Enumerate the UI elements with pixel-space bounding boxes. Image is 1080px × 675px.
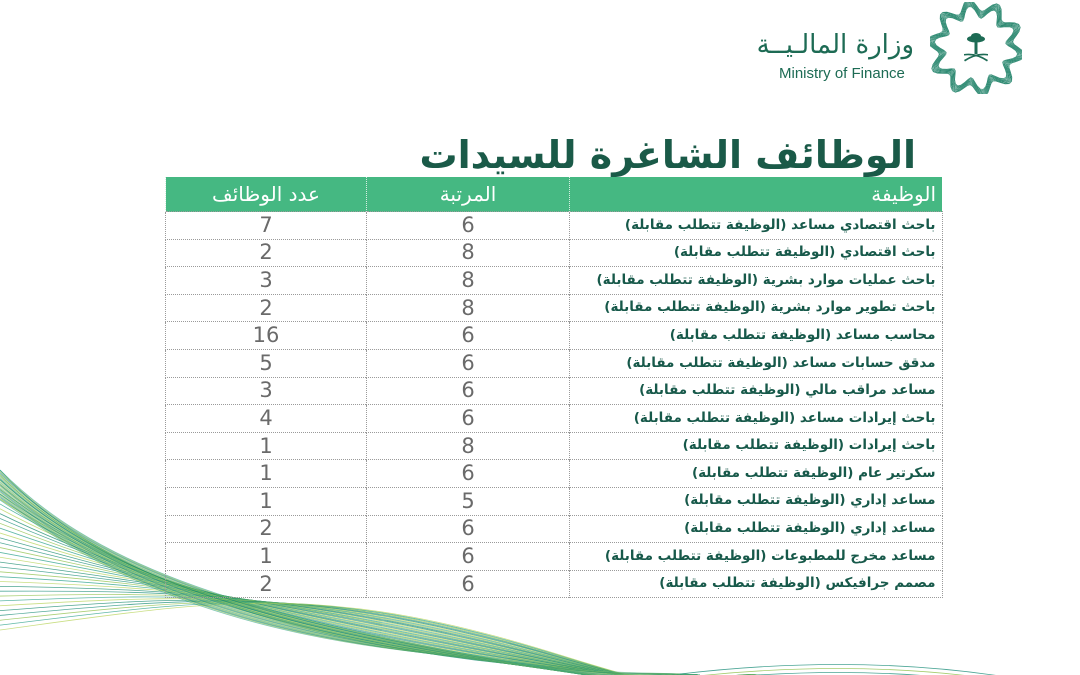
table-row	[166, 322, 943, 350]
table-row	[166, 267, 943, 295]
table-row	[166, 543, 943, 571]
job-cell: باحث عمليات موارد بشرية (الوظيفة تتطلب مقابلة)	[570, 267, 943, 295]
wave-line	[0, 597, 760, 675]
grade-cell: 6	[367, 322, 570, 350]
table-row	[166, 405, 943, 433]
count-cell: 1	[166, 432, 367, 460]
grade-cell: 8	[367, 294, 570, 322]
table-row	[166, 432, 943, 460]
count-cell: 5	[166, 349, 367, 377]
vacant-jobs-table	[165, 177, 943, 598]
count-cell: 2	[166, 570, 367, 598]
table-row	[166, 239, 943, 267]
count-cell: 1	[166, 487, 367, 515]
wave-line	[0, 602, 760, 675]
column-header-job: الوظيفة	[570, 177, 943, 212]
table-header-row	[166, 177, 943, 212]
count-cell: 2	[166, 294, 367, 322]
job-cell: مدقق حسابات مساعد (الوظيفة تتطلب مقابلة)	[570, 349, 943, 377]
job-cell: باحث اقتصادي (الوظيفة تتطلب مقابلة)	[570, 239, 943, 267]
logo-arabic-text: وزارة المالـيــة	[756, 30, 914, 60]
job-cell: مساعد إداري (الوظيفة تتطلب مقابلة)	[570, 515, 943, 543]
table-row	[166, 212, 943, 240]
count-cell: 7	[166, 212, 367, 240]
grade-cell: 6	[367, 570, 570, 598]
table-row	[166, 515, 943, 543]
job-cell: مساعد إداري (الوظيفة تتطلب مقابلة)	[570, 487, 943, 515]
wave-line	[0, 586, 760, 675]
ministry-logo	[756, 0, 1070, 95]
table-row	[166, 570, 943, 598]
wave-line	[0, 599, 760, 675]
table-row	[166, 460, 943, 488]
wave-line	[0, 601, 760, 675]
job-cell: باحث إيرادات (الوظيفة تتطلب مقابلة)	[570, 432, 943, 460]
count-cell: 2	[166, 515, 367, 543]
grade-cell: 6	[367, 212, 570, 240]
table-row	[166, 349, 943, 377]
job-cell: محاسب مساعد (الوظيفة تتطلب مقابلة)	[570, 322, 943, 350]
job-cell: سكرتير عام (الوظيفة تتطلب مقابلة)	[570, 460, 943, 488]
column-header-count: عدد الوظائف	[166, 177, 367, 212]
grade-cell: 6	[367, 515, 570, 543]
wave-line	[0, 594, 760, 675]
grade-cell: 5	[367, 487, 570, 515]
count-cell: 3	[166, 377, 367, 405]
grade-cell: 6	[367, 377, 570, 405]
logo-english-text: Ministry of Finance	[779, 65, 905, 82]
wave-line	[0, 603, 760, 675]
wave-line	[680, 664, 1000, 675]
table-row	[166, 294, 943, 322]
column-header-grade: المرتبة	[367, 177, 570, 212]
wave-line	[0, 600, 760, 675]
count-cell: 1	[166, 543, 367, 571]
job-cell: مساعد مراقب مالي (الوظيفة تتطلب مقابلة)	[570, 377, 943, 405]
count-cell: 3	[166, 267, 367, 295]
count-cell: 16	[166, 322, 367, 350]
grade-cell: 8	[367, 239, 570, 267]
job-cell: باحث إيرادات مساعد (الوظيفة تتطلب مقابلة)	[570, 405, 943, 433]
grade-cell: 6	[367, 349, 570, 377]
grade-cell: 6	[367, 460, 570, 488]
wave-line	[0, 591, 760, 675]
page-title: الوظائف الشاغرة للسيدات	[419, 133, 916, 178]
saudi-emblem-icon	[930, 2, 1022, 94]
wave-line	[680, 668, 1000, 675]
grade-cell: 6	[367, 405, 570, 433]
wave-line	[0, 603, 760, 675]
job-cell: باحث اقتصادي مساعد (الوظيفة تتطلب مقابلة)	[570, 212, 943, 240]
grade-cell: 6	[367, 543, 570, 571]
job-cell: مصمم جرافيكس (الوظيفة تتطلب مقابلة)	[570, 570, 943, 598]
table-row	[166, 487, 943, 515]
count-cell: 4	[166, 405, 367, 433]
grade-cell: 8	[367, 432, 570, 460]
grade-cell: 8	[367, 267, 570, 295]
count-cell: 2	[166, 239, 367, 267]
table-row	[166, 377, 943, 405]
job-cell: باحث تطوير موارد بشرية (الوظيفة تتطلب مقابلة)	[570, 294, 943, 322]
count-cell: 1	[166, 460, 367, 488]
job-cell: مساعد مخرج للمطبوعات (الوظيفة تتطلب مقابلة)	[570, 543, 943, 571]
